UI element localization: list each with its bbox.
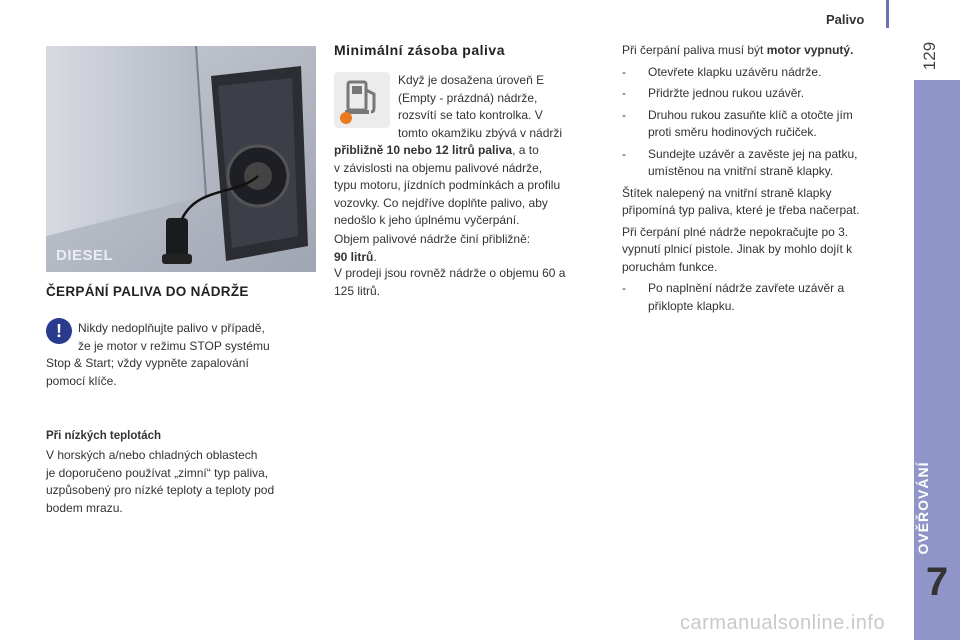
refuel-instructions: Při čerpání paliva musí být motor vypnutý. - Otevřete klapku uzávěru nádrže. - Přidržte jednou rukou uzávěr. - Druhou rukou zasuňte klíč a otočte jím proti směru hodinových ručiček. - Sundejte uzávěr a zavěste jej na patku, umístěnou na vnitřní straně klapky. Štítek nalepený na vnitřní straně klapky připomíná typ paliva, které je třeba načerpat. Při čerpání plné nádrže nepokračujte po 3. vypnutí plnicí pistole. Jinak by mohlo dojít k poruchám funkce. - Po naplnění nádrže zavřete uzávěr a přiklopte klapku. (622, 42, 907, 315)
lamp-text: Když je dosažena úroveň E (Empty - prázdná) nádrže, rozsvítí se tato kontrolka. V tomto okamžiku zbývá v nádrži (398, 73, 563, 140)
list-item: - Otevřete klapku uzávěru nádrže. (622, 64, 822, 79)
list-item: - Přidržte jednou rukou uzávěr. (622, 86, 805, 100)
cold-heading: Při nízkých teplotách (46, 430, 162, 442)
min-fuel-heading: Minimální zásoba paliva (334, 42, 505, 58)
warning-icon: ! (46, 318, 72, 344)
label-note: Štítek nalepený na vnitřní straně klapky připomíná typ paliva, které je třeba načerpat. (622, 185, 860, 217)
chapter-number: 7 (925, 560, 949, 604)
full-tank-note: Při čerpání plné nádrže nepokračujte po 3. vypnutí plnicí pistole. Jinak by mohlo dojít k poruchám funkce. (622, 224, 853, 274)
watermark: carmanualsonline.info (680, 612, 886, 634)
tank-sizes-text: V prodeji jsou rovněž nádrže o objemu 60 a 125 litrů. (334, 266, 566, 298)
page-number: 129 (920, 41, 939, 71)
warning-text-cont: Stop & Start; vždy vypněte zapalování pomocí klíče. (46, 356, 249, 388)
cold-text: V horských a/nebo chladných oblastech je doporučeno používat „zimní“ typ paliva, uzpůsobený pro nízké teploty a teploty pod bodem mrazu. (46, 448, 275, 515)
header-divider (886, 0, 889, 28)
reserve-text: přibližně 10 nebo 12 litrů paliva, a to v závislosti na objemu palivové nádrže, typu motoru, jízdních podmínkách a profilu vozovky. Co nejdříve doplňte palivo, aby nedošlo k jeho úplnému vyčerpání. (334, 143, 561, 227)
photo-label: DIESEL (56, 247, 114, 264)
section-title: Palivo (826, 12, 865, 27)
list-item: - Sundejte uzávěr a zavěste jej na patku, umístěnou na vnitřní straně klapky. (622, 146, 858, 178)
fuel-filler-photo (46, 46, 316, 272)
warning-text: Nikdy nedoplňujte palivo v případě, že je motor v režimu STOP systému (78, 321, 270, 353)
list-item: - Po naplnění nádrže zavřete uzávěr a přiklopte klapku. (622, 281, 845, 313)
capacity-text: Objem palivové nádrže činí přibližně: 90 litrů. (334, 232, 531, 264)
fuel-warning-lamp-icon (334, 72, 390, 128)
list-item: - Druhou rukou zasuňte klíč a otočte jím proti směru hodinových ručiček. (622, 107, 853, 139)
refuel-heading: ČERPÁNÍ PALIVA DO NÁDRŽE (46, 284, 249, 299)
chapter-title: OVĚŘOVÁNÍ (915, 461, 931, 555)
